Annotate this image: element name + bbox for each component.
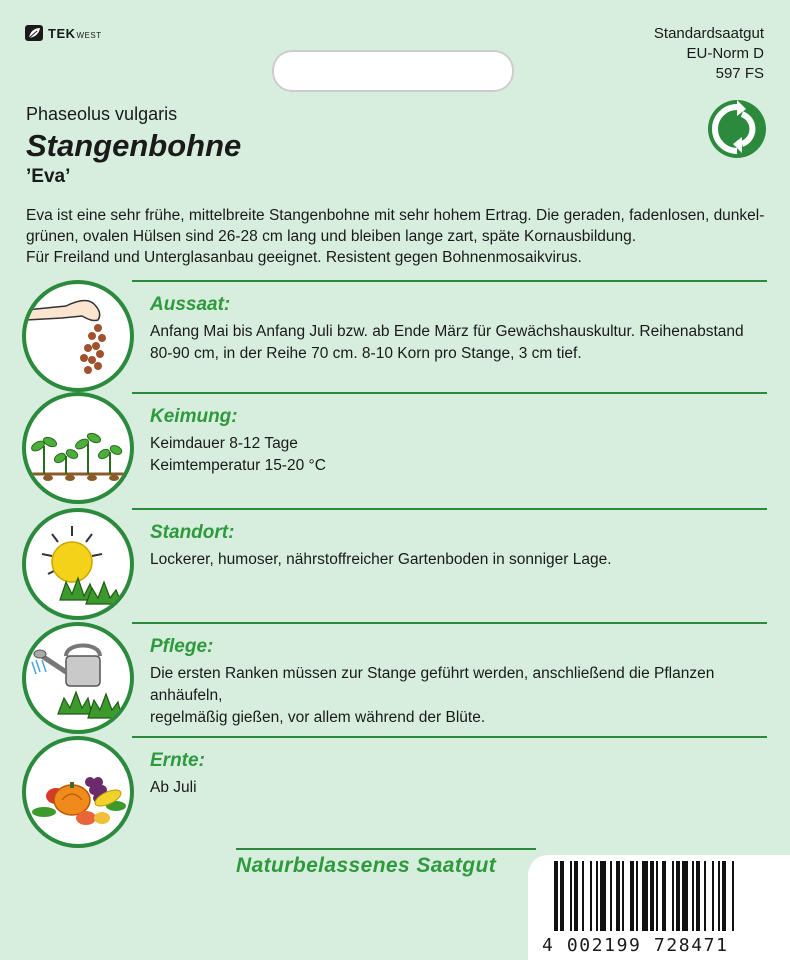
description-line: Eva ist eine sehr frühe, mittelbreite Stangenbohne mit sehr hohem Ertrag. Die geraden, fadenlosen, dunkel- bbox=[26, 207, 765, 224]
step-standort bbox=[0, 508, 790, 626]
barcode-bar bbox=[672, 861, 674, 931]
barcode bbox=[528, 855, 790, 960]
step-title: Pflege: bbox=[150, 636, 214, 657]
step-body bbox=[150, 433, 770, 477]
divider bbox=[236, 848, 536, 850]
step-title: Aussaat: bbox=[150, 294, 231, 315]
barcode-bar bbox=[574, 861, 578, 931]
barcode-bar bbox=[696, 861, 700, 931]
step-line: 80-90 cm, in der Reihe 70 cm. 8-10 Korn pro Stange, 3 cm tief. bbox=[150, 345, 582, 362]
barcode-bar bbox=[560, 861, 564, 931]
step-line: Lockerer, humoser, nährstoffreicher Gartenboden in sonniger Lage. bbox=[150, 551, 612, 568]
description-line: Für Freiland und Unterglasanbau geeignet. Resistent gegen Bohnenmosaikvirus. bbox=[26, 249, 582, 266]
barcode-bar bbox=[656, 861, 658, 931]
step-aussaat bbox=[0, 280, 790, 398]
barcode-bar bbox=[630, 861, 634, 931]
barcode-bar bbox=[590, 861, 592, 931]
divider bbox=[132, 392, 767, 394]
divider bbox=[132, 508, 767, 510]
step-pflege bbox=[0, 622, 790, 740]
barcode-bar bbox=[600, 861, 606, 931]
step-title: Standort: bbox=[150, 522, 235, 543]
description bbox=[26, 205, 766, 268]
step-body bbox=[150, 777, 770, 799]
barcode-bar bbox=[712, 861, 714, 931]
seed-sowing-hand-icon bbox=[22, 280, 134, 392]
barcode-bar bbox=[676, 861, 680, 931]
barcode-number: 4 002199 728471 bbox=[542, 935, 729, 956]
barcode-bar bbox=[570, 861, 572, 931]
step-line: Ab Juli bbox=[150, 779, 197, 796]
hang-hole bbox=[272, 50, 514, 92]
barcode-bar bbox=[636, 861, 638, 931]
step-line: Keimtemperatur 15-20 °C bbox=[150, 457, 326, 474]
latin-name: Phaseolus vulgaris bbox=[26, 104, 178, 124]
step-body bbox=[150, 321, 770, 365]
standard-line-3: 597 FS bbox=[715, 65, 764, 82]
standard-line-1: Standardsaatgut bbox=[653, 25, 764, 42]
divider bbox=[132, 280, 767, 282]
barcode-bar bbox=[610, 861, 612, 931]
barcode-bar bbox=[582, 861, 584, 931]
leaf-logo-icon bbox=[24, 24, 44, 42]
step-ernte bbox=[0, 736, 790, 854]
step-line: regelmäßig gießen, vor allem während der Blüte. bbox=[150, 709, 486, 726]
barcode-bar bbox=[622, 861, 624, 931]
divider bbox=[132, 736, 767, 738]
sun-plants-icon bbox=[22, 508, 134, 620]
standard-line-2: EU-Norm D bbox=[686, 45, 764, 62]
barcode-bar bbox=[554, 861, 558, 931]
step-line: Anfang Mai bis Anfang Juli bzw. ab Ende März für Gewächshauskultur. Reihenabstand bbox=[150, 323, 744, 340]
product-name: Stangenbohne bbox=[26, 128, 242, 163]
step-line: Die ersten Ranken müssen zur Stange geführt werden, anschließend die Pflanzen anhäufeln, bbox=[150, 665, 715, 704]
step-title: Keimung: bbox=[150, 406, 238, 427]
variety-name: ’Eva’ bbox=[26, 166, 71, 187]
brand-name: TEK bbox=[48, 25, 76, 41]
harvest-vegetables-icon bbox=[22, 736, 134, 848]
barcode-bar bbox=[642, 861, 648, 931]
barcode-bar bbox=[718, 861, 720, 931]
barcode-bars bbox=[528, 855, 790, 935]
seedlings-icon bbox=[22, 392, 134, 504]
description-line: grünen, ovalen Hülsen sind 26-28 cm lang und bleiben lange zart, späte Kornausbildung. bbox=[26, 228, 637, 245]
step-keimung bbox=[0, 392, 790, 510]
divider bbox=[132, 622, 767, 624]
barcode-bar bbox=[704, 861, 706, 931]
barcode-bar bbox=[732, 861, 734, 931]
brand-logo bbox=[24, 24, 102, 42]
barcode-bar bbox=[650, 861, 654, 931]
green-dot-recycle-icon bbox=[706, 98, 768, 160]
barcode-bar bbox=[662, 861, 666, 931]
barcode-bar bbox=[616, 861, 620, 931]
barcode-bar bbox=[596, 861, 598, 931]
brand-sub: WEST bbox=[76, 30, 102, 40]
step-title: Ernte: bbox=[150, 750, 205, 771]
barcode-bar bbox=[722, 861, 726, 931]
barcode-bar bbox=[682, 861, 688, 931]
step-body bbox=[150, 663, 770, 729]
standard-info bbox=[654, 24, 764, 84]
barcode-bar bbox=[692, 861, 694, 931]
step-line: Keimdauer 8-12 Tage bbox=[150, 435, 298, 452]
tagline: Naturbelassenes Saatgut bbox=[236, 854, 497, 877]
step-body bbox=[150, 549, 770, 571]
watering-can-icon bbox=[22, 622, 134, 734]
